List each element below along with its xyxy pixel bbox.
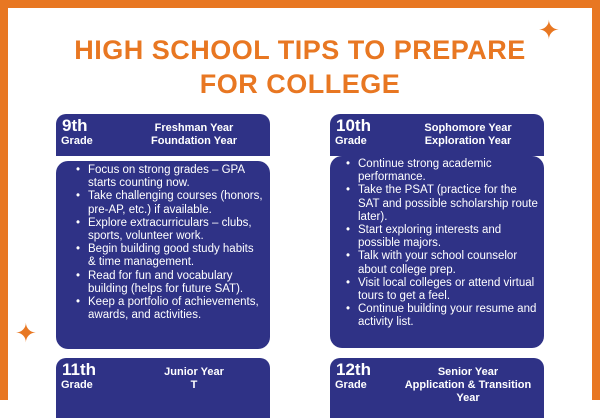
grade-number: 9th [62,116,88,135]
tip-item: • Keep a portfolio of achievements, awards, and activities. [88,296,264,322]
grade-12-header [330,358,544,418]
grade-label: Grade [61,135,93,147]
year-title [400,366,536,405]
year-theme: T [190,379,198,391]
star-icon: ✦ [538,15,560,45]
year-title [126,366,262,392]
tip-item: • Continue building your resume and activity list. [358,303,538,329]
tips-list [342,158,538,330]
tip-item: • Focus on strong grades – GPA starts counting now. [88,164,264,190]
tip-item: • Talk with your school counselor about college prep. [358,250,538,276]
page-title-line-1: HIGH SCHOOL TIPS TO PREPARE [74,35,526,65]
grade-9-tips-card [56,161,270,349]
year-name: Junior Year [164,366,224,378]
year-theme: Exploration Year [424,135,512,147]
grade-10-tips-card [330,156,544,348]
year-title [400,122,536,148]
year-theme: Application & Transition Year [404,379,532,404]
star-icon: ✦ [15,318,37,348]
page-title-line-2: FOR COLLEGE [199,69,401,99]
grade-9-header [56,114,270,156]
tips-list [72,164,264,322]
grade-label: Grade [335,379,367,391]
grade-11-header [56,358,270,418]
tip-item: • Take challenging courses (honors, pre-AP, etc.) if available. [88,190,264,216]
grade-number: 10th [336,116,371,135]
year-name: Freshman Year [154,122,234,134]
tip-item: • Read for fun and vocabulary building (helps for future SAT). [88,270,264,296]
tip-item: • Explore extracurriculars – clubs, sports, volunteer work. [88,217,264,243]
tip-item: • Take the PSAT (practice for the SAT and possible scholarship route later). [358,184,538,224]
year-name: Senior Year [437,366,499,378]
tip-item: • Begin building good study habits & time management. [88,243,264,269]
grade-label: Grade [335,135,367,147]
tip-item: • Start exploring interests and possible majors. [358,224,538,250]
year-title [126,122,262,148]
year-name: Sophomore Year [424,122,512,134]
grade-number: 11th [62,360,97,379]
grade-10-header [330,114,544,156]
grade-label: Grade [61,379,93,391]
year-theme: Foundation Year [151,135,237,147]
grade-number: 12th [336,360,371,379]
tip-item: • Visit local colleges or attend virtual tours to get a feel. [358,277,538,303]
tip-item: • Continue strong academic performance. [358,158,538,184]
page-title [0,33,600,101]
